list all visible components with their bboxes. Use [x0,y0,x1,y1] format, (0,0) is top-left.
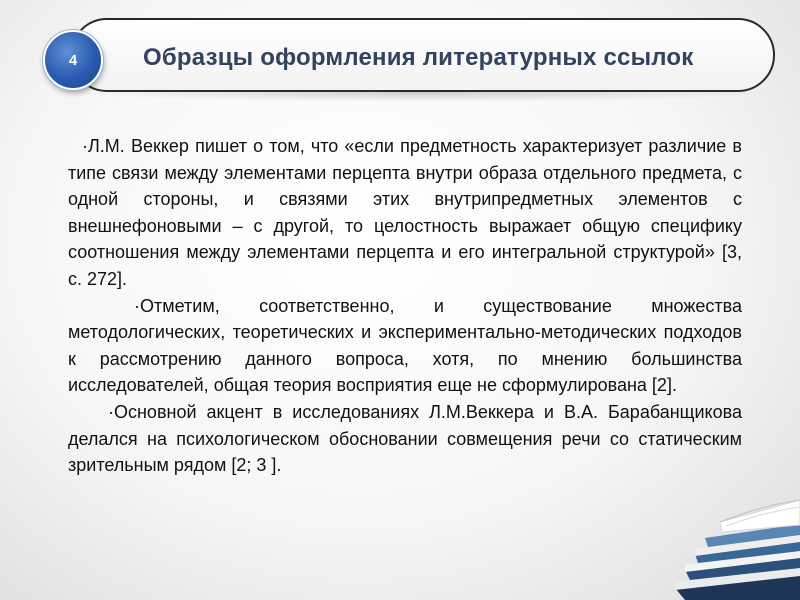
body-paragraph-1: ·Л.М. Веккер пишет о том, что «если предметность характеризует различие в типе связи между элементами перцепта внутри образа отдельного предмета, с одной стороны, и связями этих внутрипредметных элементов с внешнефоновыми – с другой, то целостность выражает общую специфику соотношения между элементами перцепта и его интегральной структурой» [3, с. 272]. [68,136,742,289]
slide-number-badge: 4 [43,30,103,90]
body-paragraph-3: ·Основной акцент в исследованиях Л.М.Веккера и В.А. Барабанщикова делался на психологическом обосновании совмещения речи со статическим зрительным рядом [2; 3 ]. [68,401,742,476]
body-paragraph-2: ·Отметим, соответственно, и существование множества методологических, теоретических и экспериментально-методических подходов к рассмотрению данного вопроса, хотя, по мнению большинства исследователей, общая теория восприятия еще не сформулирована [2]. [68,295,742,396]
slide-title: Образцы оформления литературных ссылок [143,44,694,71]
book-stack-icon [660,470,800,600]
slide-body [68,133,742,479]
title-frame-shadow [70,92,775,102]
